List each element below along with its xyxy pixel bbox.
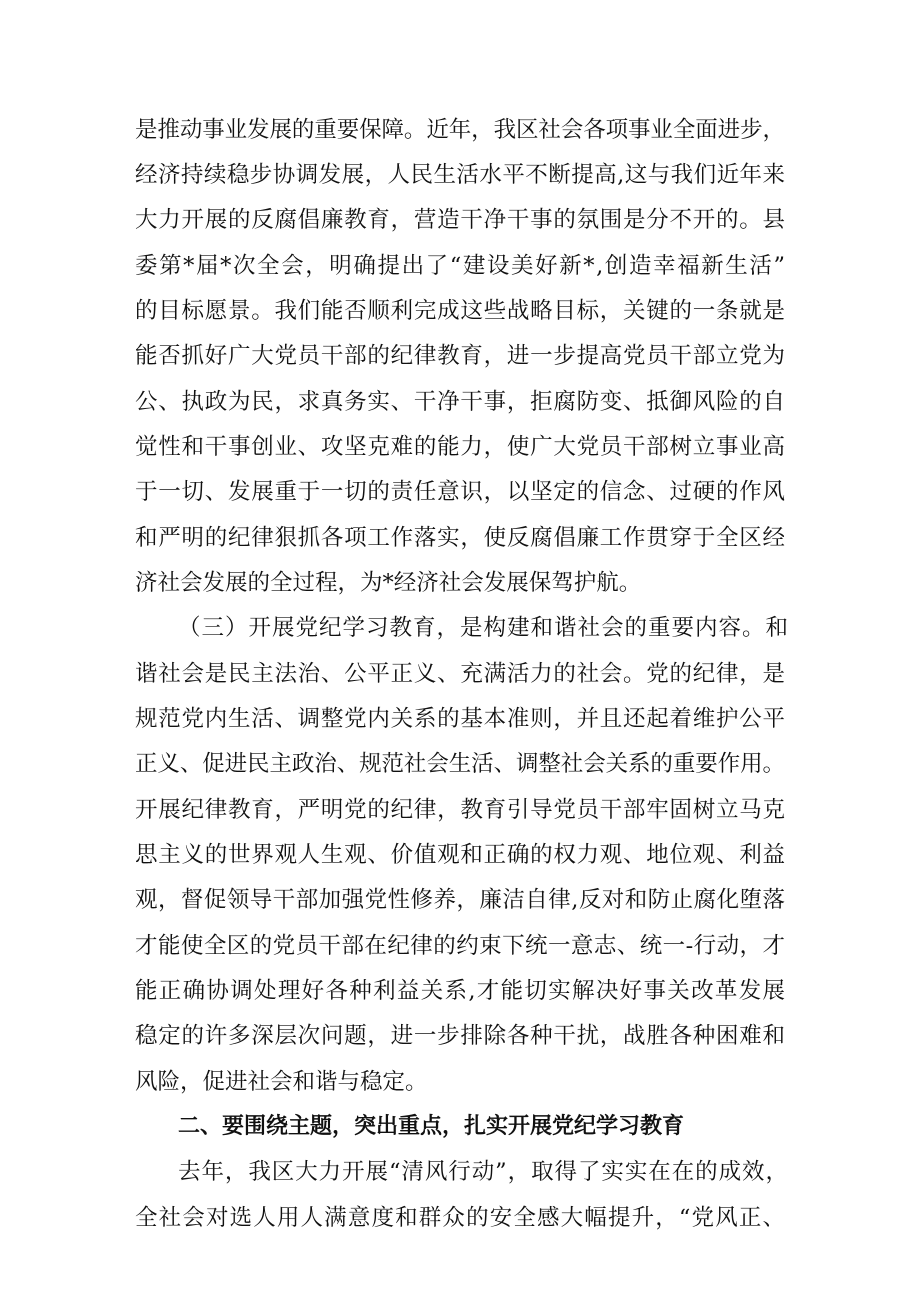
text-line-13: 谐社会是民主法治、公平正义、充满活力的社会。党的纪律，是 [135,661,786,687]
text-line-21: 稳定的许多深层次问题，进一步排除各种干扰，战胜各种困难和 [135,1023,786,1049]
text-line-5: 的目标愿景。我们能否顺利完成这些战略目标，关键的一条就是 [135,298,786,324]
text-line-8: 觉性和干事创业、攻坚克难的能力，使广大党员干部树立事业高 [135,434,786,460]
text-line-14: 规范党内生活、调整党内关系的基本准则，并且还起着维护公平 [135,706,786,732]
text-line-20: 能正确协调处理好各种利益关系,才能切实解决好事关改革发展 [135,978,787,1004]
text-line-19: 才能使全区的党员干部在纪律的约束下统一意志、统一-行动，才 [135,933,786,959]
text-line-10: 和严明的纪律狠抓各项工作落实，使反腐倡廉工作贯穿于全区经 [135,525,786,551]
paragraph-three-start: （三）开展党纪学习教育，是构建和谐社会的重要内容。和 [178,615,789,641]
text-line-18: 观，督促领导干部加强党性修养，廉洁自律,反对和防止腐化堕落 [135,887,786,913]
text-line-4: 委第*届*次全会，明确提出了“建设美好新*,创造幸福新生活” [135,253,787,279]
text-line-16: 开展纪律教育，严明党的纪律，教育引导党员干部牢固树立马克 [135,797,786,823]
text-line-25: 全社会对选人用人满意度和群众的安全感大幅提升，“党风正、 [135,1205,787,1231]
text-line-11: 济社会发展的全过程，为*经济社会发展保驾护航。 [135,570,642,596]
text-line-17: 思主义的世界观人生观、价值观和正确的权力观、地位观、利益 [135,842,786,868]
text-line-2: 经济持续稳步协调发展，人民生活水平不断提高,这与我们近年来 [135,162,786,188]
text-line-6: 能否抓好广大党员干部的纪律教育，进一步提高党员干部立党为 [135,343,786,369]
text-line-1: 是推动事业发展的重要保障。近年，我区社会各项事业全面进步， [135,117,785,143]
text-line-3: 大力开展的反腐倡廉教育，营造干净干事的氛围是分不开的。县 [135,207,786,233]
text-line-9: 于一切、发展重于一切的责任意识，以坚定的信念、过硬的作风 [135,479,786,505]
text-line-7: 公、执政为民，求真务实、干净干事，拒腐防变、抵御风险的自 [135,389,786,415]
text-line-22: 风险，促进社会和谐与稳定。 [135,1069,428,1095]
text-line-15: 正义、促进民主政治、规范社会生活、调整社会关系的重要作用。 [135,751,785,777]
section-heading: 二、要围绕主题，突出重点，扎实开展党纪学习教育 [178,1114,685,1139]
paragraph-four-start: 去年，我区大力开展“清风行动”，取得了实实在在的成效， [178,1159,789,1185]
